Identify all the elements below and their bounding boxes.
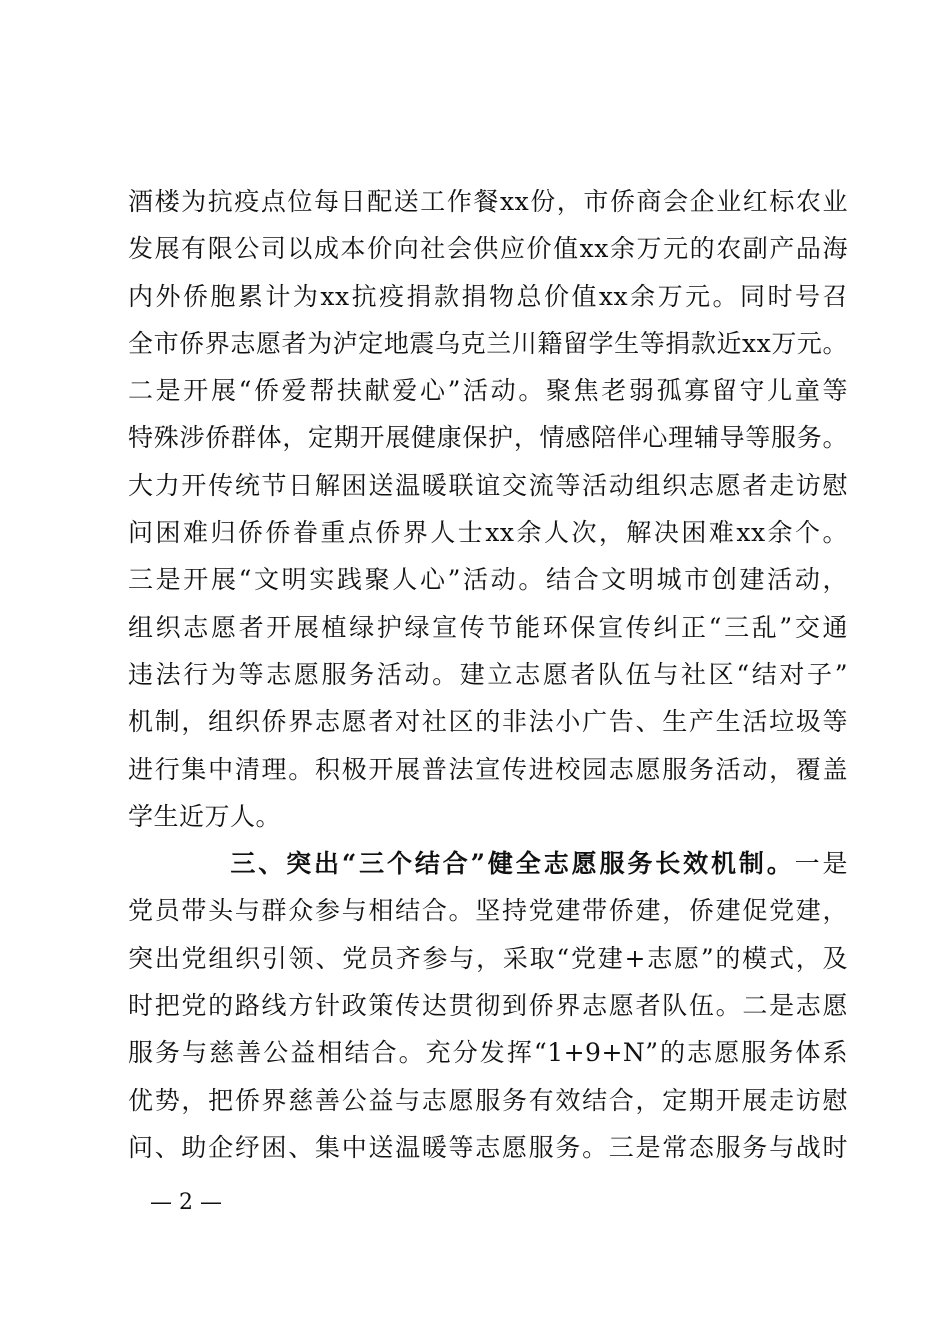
text-line: 二是开展“侨爱帮扶献爱心”活动。聚焦老弱孤寡留守儿童等 [128,376,848,406]
section-heading-line [128,840,848,887]
section-heading: 三、突出“三个结合”健全志愿服务长效机制。 [228,849,795,879]
text-line: 组织志愿者开展植绿护绿宣传节能环保宣传纠正“三乱”交通 [128,612,848,642]
text-line: 酒楼为抗疫点位每日配送工作餐xx份，市侨商会企业红标农业 [128,187,848,216]
text-line: 学生近万人。 [128,801,282,831]
text-line: 时把党的路线方针政策传达贯彻到侨界志愿者队伍。二是志愿 [128,991,848,1021]
text-line: 问困难归侨侨眷重点侨界人士xx余人次，解决困难xx余个。 [128,518,848,548]
text-line: 服务与慈善公益相结合。充分发挥“1+9+N”的志愿服务体系 [128,1038,848,1068]
page-number: — 2 — [150,1190,222,1215]
text-line: 突出党组织引领、党员齐参与，采取“党建+志愿”的模式，及 [128,943,848,973]
text-line: 党员带头与群众参与相结合。坚持党建带侨建，侨建促党建， [128,896,848,926]
text-line: 问、助企纾困、集中送温暖等志愿服务。三是常态服务与战时 [128,1132,848,1162]
text-line: 优势，把侨界慈善公益与志愿服务有效结合，定期开展走访慰 [128,1085,848,1115]
section-heading-tail: 一是 [794,849,848,879]
body-text [128,178,848,1171]
text-line: 发展有限公司以成本价向社会供应价值xx余万元的农副产品海 [128,234,848,264]
text-line: 内外侨胞累计为xx抗疫捐款捐物总价值xx余万元。同时号召 [128,281,848,311]
text-line: 特殊涉侨群体，定期开展健康保护，情感陪伴心理辅导等服务。 [128,423,848,453]
text-line: 全市侨界志愿者为泸定地震乌克兰川籍留学生等捐款近xx万元。 [128,328,848,358]
text-line: 三是开展“文明实践聚人心”活动。结合文明城市创建活动， [128,565,848,595]
text-line: 进行集中清理。积极开展普法宣传进校园志愿服务活动，覆盖 [128,754,848,784]
text-line: 机制，组织侨界志愿者对社区的非法小广告、生产生活垃圾等 [128,707,848,737]
text-line: 违法行为等志愿服务活动。建立志愿者队伍与社区“结对子” [128,659,848,689]
text-line: 大力开传统节日解困送温暖联谊交流等活动组织志愿者走访慰 [128,470,848,500]
